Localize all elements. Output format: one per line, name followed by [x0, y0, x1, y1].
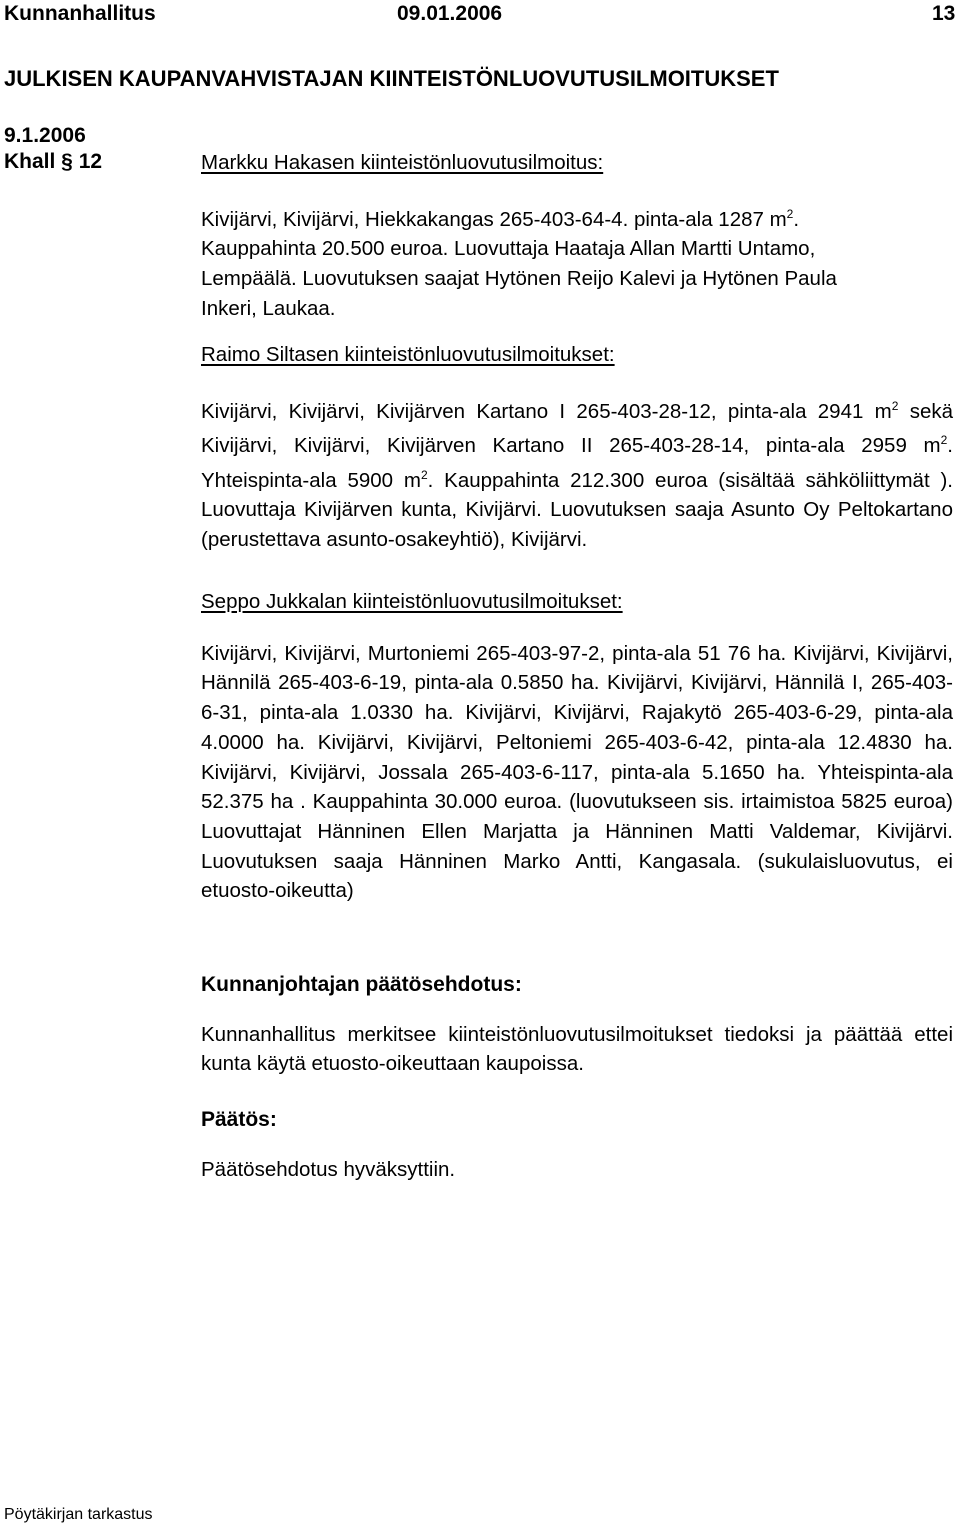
section-hakanen: [201, 148, 953, 323]
header-date: 09.01.2006: [397, 2, 503, 25]
header-page-number: 13: [932, 2, 956, 25]
paragraph: Päätösehdotus hyväksyttiin.: [201, 1157, 456, 1181]
document-title: JULKISEN KAUPANVAHVISTAJAN KIINTEISTÖNLUOVUTUSILMOITUKSET: [4, 66, 779, 91]
paragraph: Kivijärvi, Kivijärvi, Kivijärven Kartano I 265-403-28-12, pinta-ala 2941 $m^2$ sekä Kivijärvi, Kivijärvi, Kivijärven Kartano II 265-403-28-14, pinta-ala 2959 $m^2$. Yhteispinta-ala 5900 $m^2$. Kauppahinta 212.300 euroa (sisältää sähköliittymät ). Luovuttaja Kivijärven kunta, Kivijärvi. Luovutuksen saaja Asunto Oy Peltokartano (perustettava asunto-osakeyhtiö), Kivijärvi.: [201, 398, 954, 551]
section-heading: Kunnanjohtajan päätösehdotus:: [201, 973, 522, 996]
section-proposal: [201, 970, 953, 1079]
section-heading: Raimo Siltasen kiinteistönluovutusilmoitukset:: [201, 343, 615, 366]
section-decision: [201, 1105, 953, 1184]
section-jukkala: [201, 587, 953, 906]
footer-label: Pöytäkirjan tarkastus: [4, 1506, 153, 1523]
header-org: Kunnanhallitus: [4, 2, 156, 25]
section-heading: Seppo Jukkalan kiinteistönluovutusilmoitukset:: [201, 590, 623, 613]
meeting-date: 9.1.2006: [4, 124, 86, 147]
section-heading: Markku Hakasen kiinteistönluovutusilmoitus:: [201, 151, 604, 174]
meeting-section: Khall § 12: [4, 150, 103, 173]
paragraph: Kunnanhallitus merkitsee kiinteistönluovutusilmoitukset tiedoksi ja päättää ettei kunta käytä etuosto-oikeuttaan kaupoissa.: [201, 1022, 953, 1076]
paragraph: Kivijärvi, Kivijärvi, Murtoniemi 265-403-97-2, pinta-ala 51 76 ha. Kivijärvi, Kivijärvi, Hännilä 265-403-6-19, pinta-ala 0.5850 ha. Kivijärvi, Kivijärvi, Hännilä I, 265-403-6-31, pinta-ala 1.0330 ha. Kivijärvi, Kivijärvi, Rajakytö 265-403-6-29, pinta-ala 4.0000 ha. Kivijärvi, Kivijärvi, Peltoniemi 265-403-6-42, pinta-ala 12.4830 ha. Kivijärvi, Kivijärvi, Jossala 265-403-6-117, pinta-ala 5.1650 ha. Yhteispinta-ala 52.375 ha . Kauppahinta 30.000 euroa. (luovutukseen sis. irtaimistoa 5825 euroa) Luovuttajat Hänninen Ellen Marjatta ja Hänninen Matti Valdemar, Kivijärvi. Luovutuksen saaja Hänninen Marko Antti, Kangasala. (sukulaisluovutus, ei etuosto-oikeutta): [201, 641, 953, 903]
paragraph: Kivijärvi, Kivijärvi, Hiekkakangas 265-403-64-4. pinta-ala 1287 $m^2$. Kauppahinta 20.500 euroa. Luovuttaja Haataja Allan Martti Untamo, Lempäälä. Luovutuksen saajat Hytönen Reijo Kalevi ja Hytönen Paula Inkeri, Laukaa.: [201, 206, 837, 320]
section-heading: Päätös:: [201, 1108, 277, 1131]
section-siltanen: [201, 340, 953, 555]
